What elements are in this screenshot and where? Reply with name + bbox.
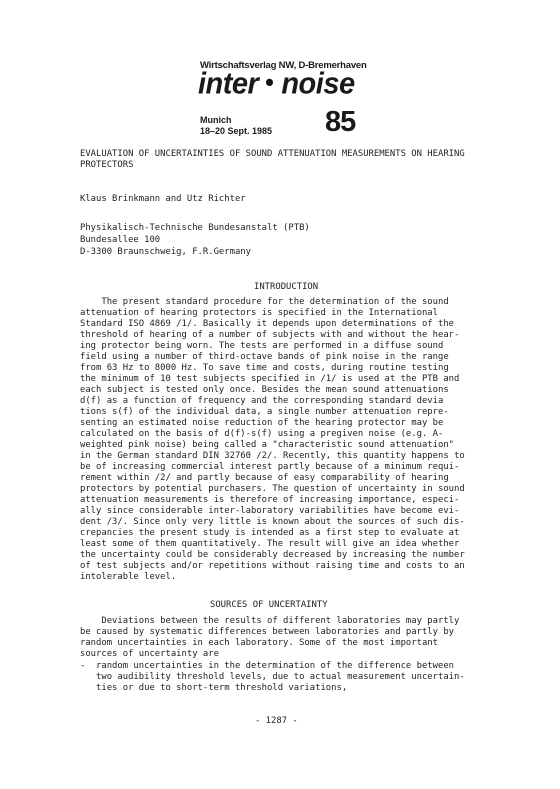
intro-line: intolerable level.	[80, 572, 177, 582]
intro-line: from 63 Hz to 8000 Hz. To save time and costs, during routine testing	[80, 363, 449, 373]
intro-line: Standard ISO 4869 /1/. Basically it depends upon determinations of the	[80, 319, 455, 329]
intro-line: dent /3/. Since only very little is known about the sources of such dis-	[80, 517, 465, 527]
conference-name-right: noise	[281, 67, 355, 101]
sources-line: random uncertainties in each laboratory. Some of the most important	[80, 638, 438, 648]
intro-line: the uncertainty could be considerably decreased by increasing the number	[80, 550, 465, 560]
intro-line: tions s(f) of the individual data, a single number attenuation repre-	[80, 407, 449, 417]
intro-line: of test subjects and/or repetitions without raising time and costs to an	[80, 561, 465, 571]
intro-line: weighted pink noise) being called a "characteristic sound attenuation"	[80, 440, 455, 450]
intro-line: field using a number of third-octave bands of pink noise in the range	[80, 352, 449, 362]
intro-line: each subject is tested only once. Besides the mean sound attenuations	[80, 385, 449, 395]
paper-title-line-1: EVALUATION OF UNCERTAINTIES OF SOUND ATTENUATION MEASUREMENTS ON HEARING	[80, 149, 465, 159]
conference-dates: 18–20 Sept. 1985	[200, 126, 273, 136]
intro-line: ing protector being worn. The tests are performed in a diffuse sound	[80, 341, 444, 351]
conference-year: 85	[325, 106, 356, 138]
paper-title-line-2: PROTECTORS	[80, 160, 134, 170]
affiliation-line-1: Physikalisch-Technische Bundesanstalt (PTB)	[80, 223, 310, 233]
sources-line: be caused by systematic differences between laboratories and partly by	[80, 627, 455, 637]
intro-line: senting an estimated noise reduction of the hearing protector may be	[80, 418, 444, 428]
intro-line: calculated on the basis of d(f)-s(f) using a pregiven noise (e.g. A-	[80, 429, 444, 439]
intro-line: in the German standard DIN 32760 /2/. Recently, this quantity happens to	[80, 451, 465, 461]
intro-line: attenuation measurements is therefore of increasing importance, especi-	[80, 495, 460, 505]
introduction-heading: INTRODUCTION	[254, 282, 319, 292]
intro-line: protectors by potential purchasers. The question of uncertainty in sound	[80, 484, 465, 494]
logo-dot	[266, 79, 273, 86]
sources-bullet-line: - random uncertainties in the determination of the difference between	[80, 661, 455, 671]
intro-line: ally since considerable inter-laboratory variabilities have become evi-	[80, 506, 460, 516]
conference-logo	[198, 69, 355, 99]
publisher-line: Wirtschaftsverlag NW, D-Bremerhaven	[200, 60, 367, 71]
intro-line: be of increasing commercial interest partly because of a minimum requi-	[80, 462, 460, 472]
intro-line: threshold of hearing of a number of subjects with and without the hear-	[80, 330, 460, 340]
conference-name-left: inter	[198, 67, 259, 101]
intro-line: crepancies the present study is intended as a first step to evaluate at	[80, 528, 460, 538]
sources-bullet-line: ties or due to short-term threshold variations,	[80, 683, 348, 693]
affiliation-line-2: Bundesallee 100	[80, 235, 161, 245]
intro-line: rement within /2/ and partly because of easy comparability of hearing	[80, 473, 449, 483]
authors: Klaus Brinkmann and Utz Richter	[80, 194, 246, 204]
intro-line: least some of them quantitatively. The result will give an idea whether	[80, 539, 460, 549]
sources-line: sources of uncertainty are	[80, 649, 219, 659]
sources-line: Deviations between the results of different laboratories may partly	[80, 616, 460, 626]
sources-bullet-line: two audibility threshold levels, due to actual measurement uncertain-	[80, 672, 465, 682]
intro-line: The present standard procedure for the determination of the sound	[80, 297, 449, 307]
page-number: - 1287 -	[255, 716, 298, 726]
intro-line: attenuation of hearing protectors is specified in the International	[80, 308, 438, 318]
intro-line: d(f) as a function of frequency and the corresponding standard devia	[80, 396, 444, 406]
conference-city: Munich	[200, 115, 232, 125]
intro-line: the minimum of 10 test subjects specified in /1/ is used at the PTB and	[80, 374, 460, 384]
sources-heading: SOURCES OF UNCERTAINTY	[210, 600, 328, 610]
affiliation-line-3: D-3300 Braunschweig, F.R.Germany	[80, 247, 251, 257]
